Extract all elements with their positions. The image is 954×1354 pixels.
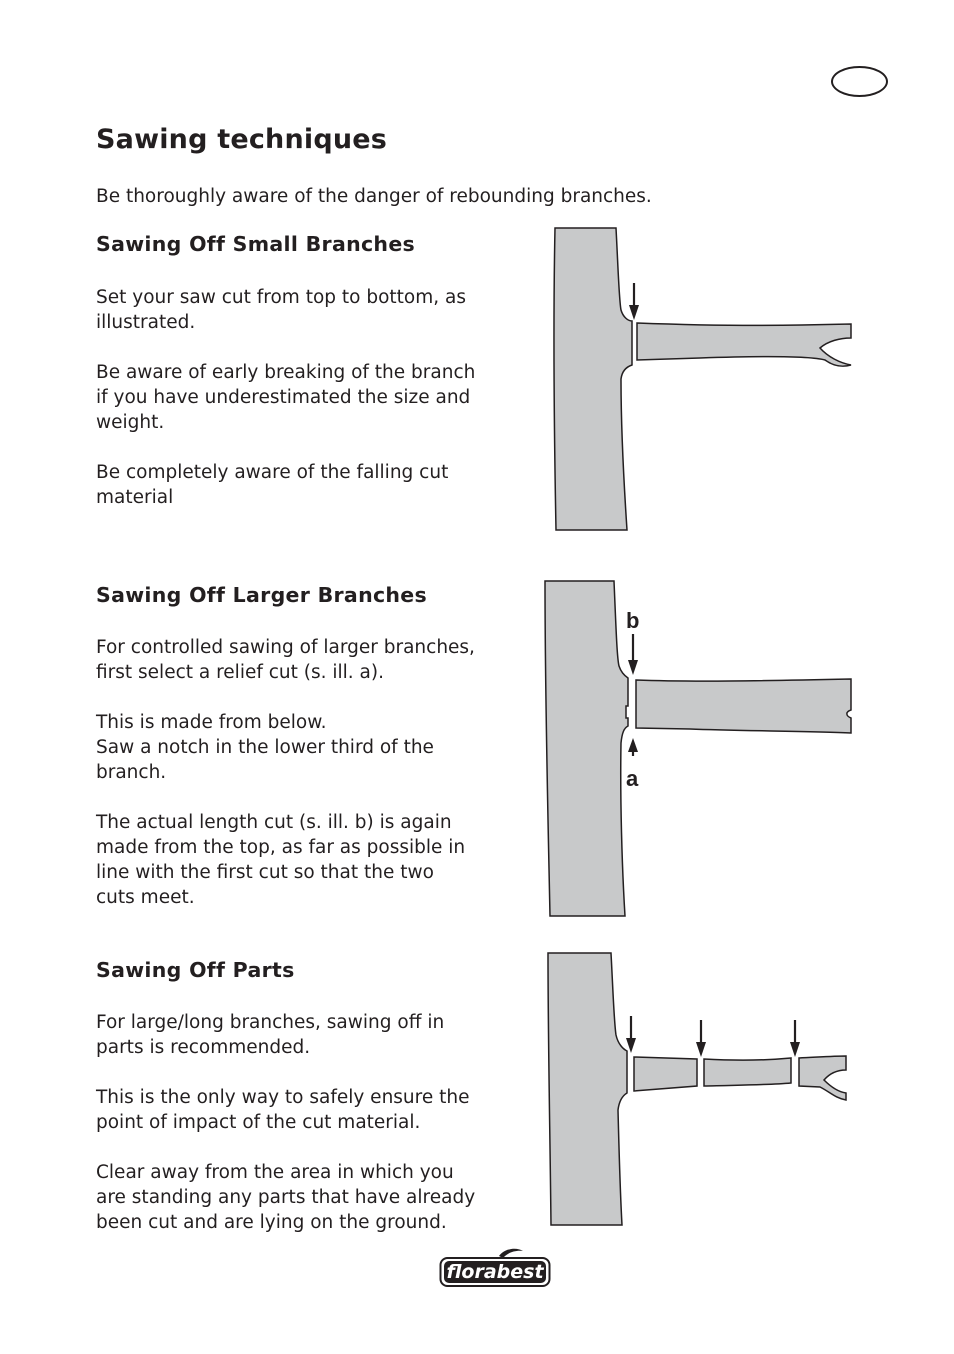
parts-illustration [540,950,860,1235]
branch-part-3 [799,1056,846,1100]
cut-arrow-3 [790,1020,800,1057]
cut-arrow-top [628,634,638,675]
paragraph: This is the only way to safely ensure the point of impact of the cut material. [96,1087,470,1133]
cut-arrow-1 [626,1016,636,1053]
relief-cut-arrow-bottom [628,738,638,756]
paragraph: Clear away from the area in which you are standing any parts that have already been cut and are lying on the ground. [96,1162,476,1233]
branch-shape [637,323,851,366]
section-heading-parts: Sawing Off Parts [96,958,295,982]
paragraph: This is made from below. Saw a notch in the lower third of the branch. [96,712,434,783]
larger-branch-illustration [540,578,860,923]
label-a: a [626,766,639,791]
paragraph: For large/long branches, sawing off in parts is recommended. [96,1012,445,1058]
branch-shape [636,679,851,733]
section-heading-small-branches: Sawing Off Small Branches [96,232,416,256]
small-branch-illustration [540,225,860,535]
paragraph: Be completely aware of the falling cut material [96,462,449,508]
section-heading-larger-branches: Sawing Off Larger Branches [96,583,428,607]
florabest-logo [439,1248,551,1288]
trunk-shape [548,953,627,1225]
label-b: b [626,608,640,633]
page-title: Sawing techniques [96,124,388,155]
trunk-shape [545,581,628,916]
paragraph: The actual length cut (s. ill. b) is again made from the top, as far as possible in line with the first cut so that the two cuts meet. [96,812,466,908]
trunk-shape [554,228,632,530]
branch-part-1 [634,1057,697,1091]
logo-wordmark: florabest [446,1261,544,1283]
cut-arrow-down [629,283,639,320]
intro-text: Be thoroughly aware of the danger of rebounding branches. [96,186,652,207]
cut-arrow-2 [696,1020,706,1057]
paragraph: For controlled sawing of larger branches, first select a relief cut (s. ill. a). [96,637,475,683]
paragraph: Set your saw cut from top to bottom, as illustrated. [96,287,466,333]
language-badge [831,66,888,97]
paragraph: Be aware of early breaking of the branch if you have underestimated the size and weight. [96,362,476,433]
branch-part-2 [704,1058,791,1086]
